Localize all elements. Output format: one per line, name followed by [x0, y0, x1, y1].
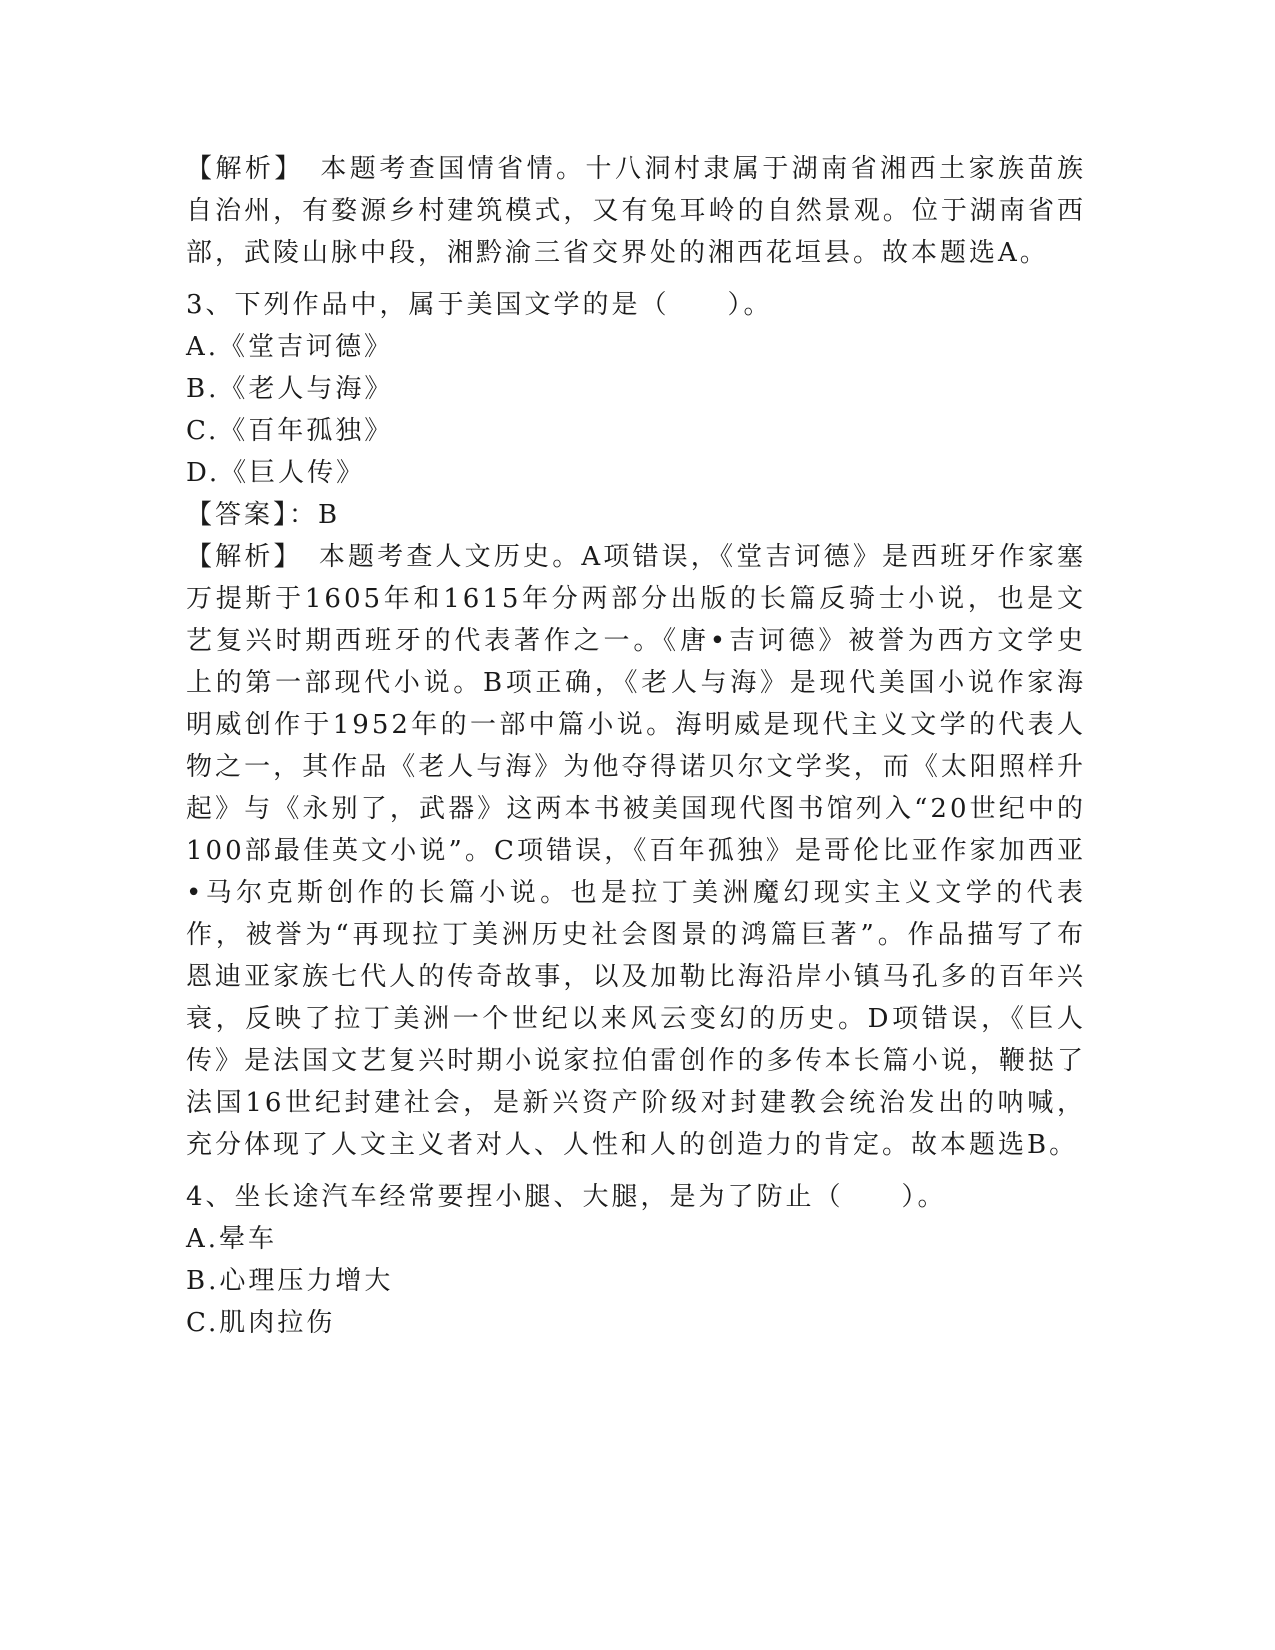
q3-question: 3、下列作品中，属于美国文学的是（ ）。: [186, 290, 773, 320]
q4-option-b: B.心理压力增大: [186, 1266, 394, 1296]
spacer: [186, 274, 1086, 284]
q3-option-a: A.《堂吉诃德》: [186, 332, 394, 362]
q3-option-c: C.《百年孤独》: [186, 416, 394, 446]
q3-analysis: 【解析】 本题考查人文历史。A项错误，《堂吉诃德》是西班牙作家塞万提斯于1605年和1615年分两部分出版的长篇反骑士小说，也是文艺复兴时期西班牙的代表著作之一。《唐•吉诃德》被誉为西方文学史上的第一部现代小说。B项正确，《老人与海》是现代美国小说作家海明威创作于1952年的一部中篇小说。海明威是现代主义文学的代表人物之一，其作品《老人与海》为他夺得诺贝尔文学奖，而《太阳照样升起》与《永别了，武器》这两本书被美国现代图书馆列入“20世纪中的100部最佳英文小说”。C项错误，《百年孤独》是哥伦比亚作家加西亚•马尔克斯创作的长篇小说。也是拉丁美洲魔幻现实主义文学的代表作，被誉为“再现拉丁美洲历史社会图景的鸿篇巨著”。作品描写了布恩迪亚家族七代人的传奇故事，以及加勒比海沿岸小镇马孔多的百年兴衰，反映了拉丁美洲一个世纪以来风云变幻的历史。D项错误，《巨人传》是法国文艺复兴时期小说家拉伯雷创作的多传本长篇小说，鞭挞了法国16世纪封建社会，是新兴资产阶级对封建教会统治发出的呐喊，充分体现了人文主义者对人、人性和人的创造力的肯定。故本题选B。: [186, 542, 1086, 1160]
q3-answer: 【答案】：B: [186, 500, 341, 530]
q2-analysis: 【解析】 本题考查国情省情。十八洞村隶属于湖南省湘西土家族苗族自治州，有婺源乡村建筑模式，又有兔耳岭的自然景观。位于湖南省西部，武陵山脉中段，湘黔渝三省交界处的湘西花垣县。故本题选A。: [186, 154, 1086, 268]
spacer: [186, 1166, 1086, 1176]
q4-option-a: A.晕车: [186, 1224, 278, 1254]
document-page: [186, 148, 1086, 1344]
q4-question: 4、坐长途汽车经常要捏小腿、大腿，是为了防止（ ）。: [186, 1182, 947, 1212]
q3-option-d: D.《巨人传》: [186, 458, 366, 488]
q4-option-c: C.肌肉拉伤: [186, 1308, 336, 1338]
q3-option-b: B.《老人与海》: [186, 374, 394, 404]
